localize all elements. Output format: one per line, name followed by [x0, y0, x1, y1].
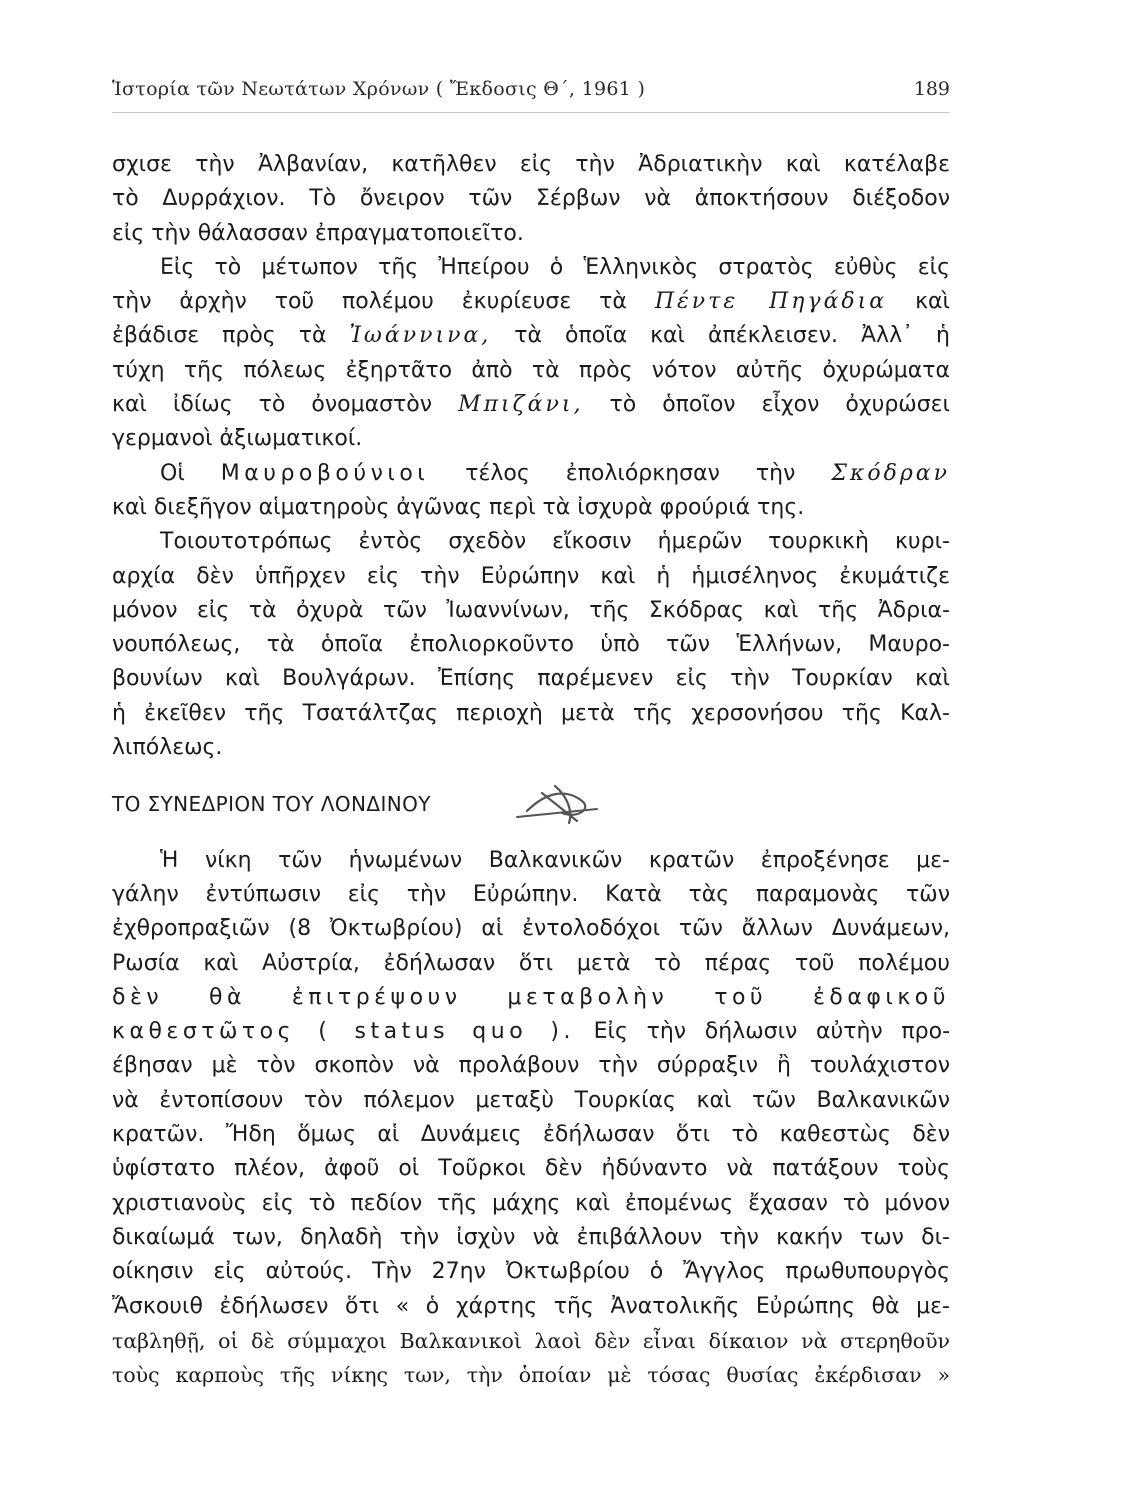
text-line: ἐχθροπραξιῶν (8 Ὀκτωβρίου) αἱ ἐντολοδόχοι τῶν ἄλλων Δυνάμεων,	[112, 916, 950, 942]
quotation-line: ταβληθῇ, οἱ δὲ σύμμαχοι Βαλκανικοὶ λαοὶ δὲν εἶναι δίκαιον νὰ στερηθοῦν	[112, 1328, 950, 1353]
text-line: γερμανοὶ ἀξιωματικοί.	[112, 426, 363, 452]
quotation-line: τοὺς καρποὺς τῆς νίκης των, τὴν ὁποίαν μὲ τόσας θυσίας ἐκέρδισαν »	[112, 1363, 950, 1388]
text-line: τὸ Δυρράχιον. Τὸ ὄνειρον τῶν Σέρβων νὰ ἀποκτήσουν διέξοδον	[112, 186, 950, 212]
text-line	[112, 285, 950, 319]
text-line	[112, 1290, 950, 1324]
place-name-five-wells: Πέντε Πηγάδια	[654, 289, 888, 315]
text-span: Εἰς τὴν δήλωσιν αὐτὴν προ-	[593, 1019, 951, 1045]
text-line: Εἰς τὸ μέτωπον τῆς Ἠπείρου ὁ Ἑλληνικὸς στρατὸς εὐθὺς εἰς	[160, 254, 950, 280]
text-span: ἐβάδισε πρὸς τὰ	[112, 323, 327, 349]
text-line-spaced: δὲν θὰ ἐπιτρέψουν μεταβολὴν τοῦ ἐδαφικοῦ	[112, 984, 950, 1010]
text-line: εἰς τὴν θάλασσαν ἐπραγματοποιεῖτο.	[112, 220, 524, 246]
text-line	[112, 388, 950, 422]
text-span: καὶ	[915, 289, 951, 315]
text-line: χριστιανοὺς εἰς τὸ πεδίον τῆς μάχης καὶ ἐπομένως ἔχασαν τὸ μόνον	[112, 1190, 950, 1216]
text-line: νουπόλεως, τὰ ὁποῖα ἐπολιορκοῦντο ὑπὸ τῶν Ἑλλήνων, Μαυρο-	[112, 632, 950, 658]
section-heading-text: ΤΟ ΣΥΝΕΔΡΙΟΝ ΤΟΥ ΛΟΝΔΙΝΟΥ	[112, 792, 431, 817]
text-line: Τοιουτοτρόπως ἐντὸς σχεδὸν εἴκοσιν ἡμερῶν τουρκικὴ κυρι-	[160, 529, 950, 555]
text-line: δικαίωμά των, δηλαδὴ τὴν ἰσχὺν νὰ ἐπιβάλλουν τὴν κακήν των δι-	[112, 1224, 950, 1250]
section-heading	[112, 787, 950, 821]
text-line	[112, 1015, 950, 1049]
text-span: τὴν ἀρχὴν τοῦ πολέμου ἐκυρίευσε τὰ	[112, 289, 627, 315]
text-line: τύχη τῆς πόλεως ἐξηρτᾶτο ἀπὸ τὰ πρὸς νότον αὐτῆς ὀχυρώματα	[112, 357, 950, 383]
header-rule	[112, 112, 950, 113]
text-line: βουνίων καὶ Βουλγάρων. Ἐπίσης παρέμενεν εἰς τὴν Τουρκίαν καὶ	[112, 666, 950, 692]
spaced-phrase-status-quo: καθεστῶτος ( status quo ).	[112, 1019, 575, 1045]
text-line: σχισε τὴν Ἀλβανίαν, κατῆλθεν εἰς τὴν Ἀδριατικὴν καὶ κατέλαβε	[112, 152, 950, 177]
text-line: έβησαν μὲ τὸν σκοπὸν νὰ προλάβουν τὴν σύρραξιν ἢ τουλάχιστον	[112, 1053, 950, 1079]
quotation-text: « ὁ χάρτης τῆς Ἀνατολικῆς Εὐρώπης θὰ με-	[395, 1293, 950, 1319]
place-name-ioannina: Ἰωάννινα,	[349, 323, 492, 349]
text-line: ἡ ἐκεῖθεν τῆς Τσατάλτζας περιοχὴ μετὰ τῆς χερσονήσου τῆς Καλ-	[112, 700, 950, 726]
handwritten-mark	[507, 771, 707, 831]
text-line: ὑφίστατο πλέον, ἀφοῦ οἱ Τοῦρκοι δὲν ἠδύναντο νὰ πατάξουν τοὺς	[112, 1156, 950, 1182]
text-line: κρατῶν. Ἤδη ὅμως αἱ Δυνάμεις ἐδήλωσαν ὅτι τὸ καθεστὼς δὲν	[112, 1122, 950, 1148]
text-line: λιπόλεως.	[112, 735, 223, 761]
text-span: τέλος ἐπολιόρκησαν τὴν	[465, 460, 796, 486]
text-span: καὶ ἰδίως τὸ ὀνομαστὸν	[112, 392, 433, 418]
place-name-bizani: Μπιζάνι,	[458, 392, 584, 418]
spaced-word-montenegrins: Μαυροβούνιοι	[220, 460, 430, 486]
text-span: τὰ ὁποῖα καὶ ἀπέκλεισεν. Ἀλλ᾽ ἡ	[514, 323, 951, 349]
text-line: Ἡ νίκη τῶν ἡνωμένων Βαλκανικῶν κρατῶν ἐπροξένησε με-	[160, 847, 950, 873]
text-line: γάλην ἐντύπωσιν εἰς τὴν Εὐρώπην. Κατὰ τὰς παραμονὰς τῶν	[112, 881, 950, 907]
text-line: αρχία δὲν ὑπῆρχεν εἰς τὴν Εὐρώπην καὶ ἡ ἡμισέληνος ἐκυμάτιζε	[112, 563, 950, 589]
text-line	[112, 457, 950, 491]
running-title: Ἱστορία τῶν Νεωτάτων Χρόνων ( Ἔκδοσις Θ΄, 1961 )	[112, 78, 646, 100]
text-span: τὸ ὁποῖον εἶχον ὀχυρώσει	[609, 392, 950, 418]
page-number: 189	[913, 78, 950, 100]
place-name-skodra: Σκόδραν	[831, 460, 950, 486]
text-span: Οἱ	[160, 460, 185, 486]
text-line	[112, 319, 950, 353]
text-line: μόνον εἰς τὰ ὀχυρὰ τῶν Ἰωαννίνων, τῆς Σκόδρας καὶ τῆς Ἀδρια-	[112, 597, 950, 623]
text-line: οίκησιν εἰς αὐτούς. Τὴν 27ην Ὀκτωβρίου ὁ Ἄγγλος πρωθυπουργὸς	[112, 1259, 950, 1285]
body-text	[112, 148, 950, 1392]
text-line: νὰ ἐντοπίσουν τὸν πόλεμον μεταξὺ Τουρκίας καὶ τῶν Βαλκανικῶν	[112, 1087, 950, 1113]
text-line: Ρωσία καὶ Αὐστρία, ἐδήλωσαν ὅτι μετὰ τὸ πέρας τοῦ πολέμου	[112, 950, 950, 976]
text-span: Ἄσκουιθ ἐδήλωσεν ὅτι	[112, 1293, 380, 1319]
text-line: καὶ διεξῆγον αἱματηροὺς ἀγῶνας περὶ τὰ ἰσχυρὰ φρούριά της.	[112, 494, 805, 520]
